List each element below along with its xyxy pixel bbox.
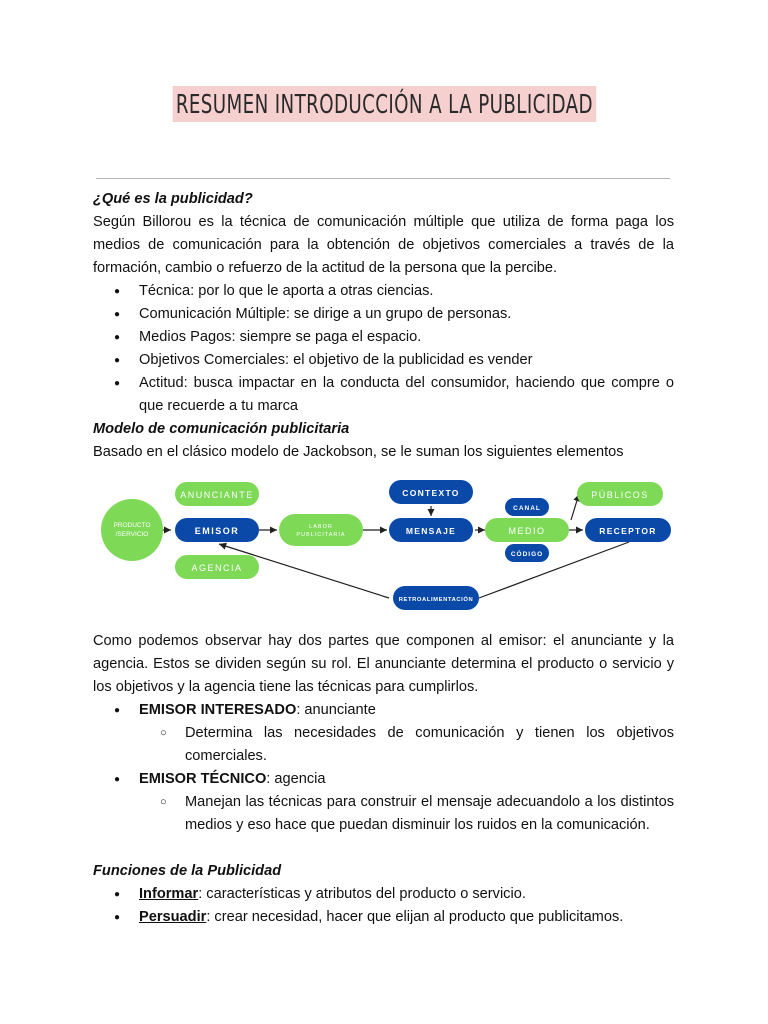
bullet-item: ● Objetivos Comerciales: el objetivo de la publicidad es vender bbox=[93, 349, 674, 372]
canal-label: CANAL bbox=[513, 505, 541, 512]
emisor-list bbox=[93, 699, 674, 837]
emisor-tecnico-label: EMISOR TÉCNICO bbox=[139, 771, 267, 787]
funcion-item bbox=[93, 906, 674, 929]
retroalimentacion-label: RETROALIMENTACIÓN bbox=[398, 597, 474, 603]
producto-node bbox=[101, 499, 163, 561]
emisor-label: EMISOR bbox=[194, 526, 240, 536]
labor-node bbox=[279, 514, 363, 546]
funciones-list bbox=[93, 883, 674, 929]
funcion-item bbox=[93, 883, 674, 906]
definition-paragraph: Según Billorou es la técnica de comunicación múltiple que utiliza de forma paga los medios de comunicación para la obtención de objetivos comerciales a través de la formación, cambio o refuerzo de la actitud de la persona que la percibe. bbox=[93, 214, 674, 276]
publicos-label: PÚBLICOS bbox=[591, 490, 649, 500]
emisor-interesado-rest: : anunciante bbox=[296, 702, 376, 718]
modelo-paragraph: Basado en el clásico modelo de Jackobson, se le suman los siguientes elementos bbox=[93, 444, 624, 460]
codigo-label: CÓDIGO bbox=[510, 551, 544, 558]
spacer bbox=[93, 837, 674, 860]
title-wrapper bbox=[0, 86, 768, 122]
receptor-label: RECEPTOR bbox=[599, 526, 657, 536]
section-heading-que-es: ¿Qué es la publicidad? bbox=[93, 191, 253, 207]
labor-label-1: LABOR bbox=[309, 524, 333, 530]
emisor-interesado-item bbox=[93, 699, 674, 768]
document-body bbox=[93, 188, 674, 929]
sub-item: ○ Determina las necesidades de comunicación y tienen los objetivos comerciales. bbox=[93, 722, 674, 768]
servicio-label: /SERVICIO bbox=[115, 531, 149, 538]
sub-item: ○ Manejan las técnicas para construir el mensaje adecuandolo a los distintos medios y eso hace que puedan disminuir los ruidos en la comunicación. bbox=[93, 791, 674, 837]
bullet-item: ● Comunicación Múltiple: se dirige a un grupo de personas. bbox=[93, 303, 674, 326]
mensaje-label: MENSAJE bbox=[405, 526, 457, 536]
emisor-interesado-sublist bbox=[139, 722, 674, 768]
emisor-interesado-label: EMISOR INTERESADO bbox=[139, 702, 297, 718]
divider bbox=[96, 178, 670, 179]
funcion-informar-rest: : características y atributos del producto o servicio. bbox=[198, 886, 526, 902]
funcion-persuadir-rest: : crear necesidad, hacer que elijan al producto que publicitamos. bbox=[206, 909, 624, 925]
anunciante-label: ANUNCIANTE bbox=[180, 490, 254, 500]
definition-bullets bbox=[93, 280, 674, 418]
page-title: RESUMEN INTRODUCCIÓN A LA PUBLICIDAD bbox=[172, 86, 595, 122]
communication-model-diagram bbox=[89, 472, 679, 622]
labor-label-2: PUBLICITARIA bbox=[296, 532, 346, 538]
funcion-persuadir-label: Persuadir bbox=[139, 909, 207, 925]
emisor-paragraph: Como podemos observar hay dos partes que componen al emisor: el anunciante y la agencia. Estos se dividen según su rol. El anunciante determina el producto o servicio y los objetivos y la agencia tiene las técnicas para cumplirlos. bbox=[93, 633, 674, 695]
emisor-tecnico-item bbox=[93, 768, 674, 837]
contexto-label: CONTEXTO bbox=[402, 488, 460, 498]
bullet-item: ● Medios Pagos: siempre se paga el espacio. bbox=[93, 326, 674, 349]
section-heading-modelo: Modelo de comunicación publicitaria bbox=[93, 421, 350, 437]
section-heading-funciones: Funciones de la Publicidad bbox=[93, 863, 282, 879]
producto-label: PRODUCTO bbox=[113, 522, 151, 529]
funcion-informar-label: Informar bbox=[139, 886, 199, 902]
emisor-tecnico-sublist bbox=[139, 791, 674, 837]
bullet-item: ● Actitud: busca impactar en la conducta del consumidor, haciendo que compre o que recuerde a tu marca bbox=[93, 372, 674, 418]
agencia-label: AGENCIA bbox=[191, 563, 243, 573]
emisor-tecnico-rest: : agencia bbox=[266, 771, 326, 787]
medio-label: MEDIO bbox=[508, 526, 546, 536]
bullet-item: ● Técnica: por lo que le aporta a otras ciencias. bbox=[93, 280, 674, 303]
